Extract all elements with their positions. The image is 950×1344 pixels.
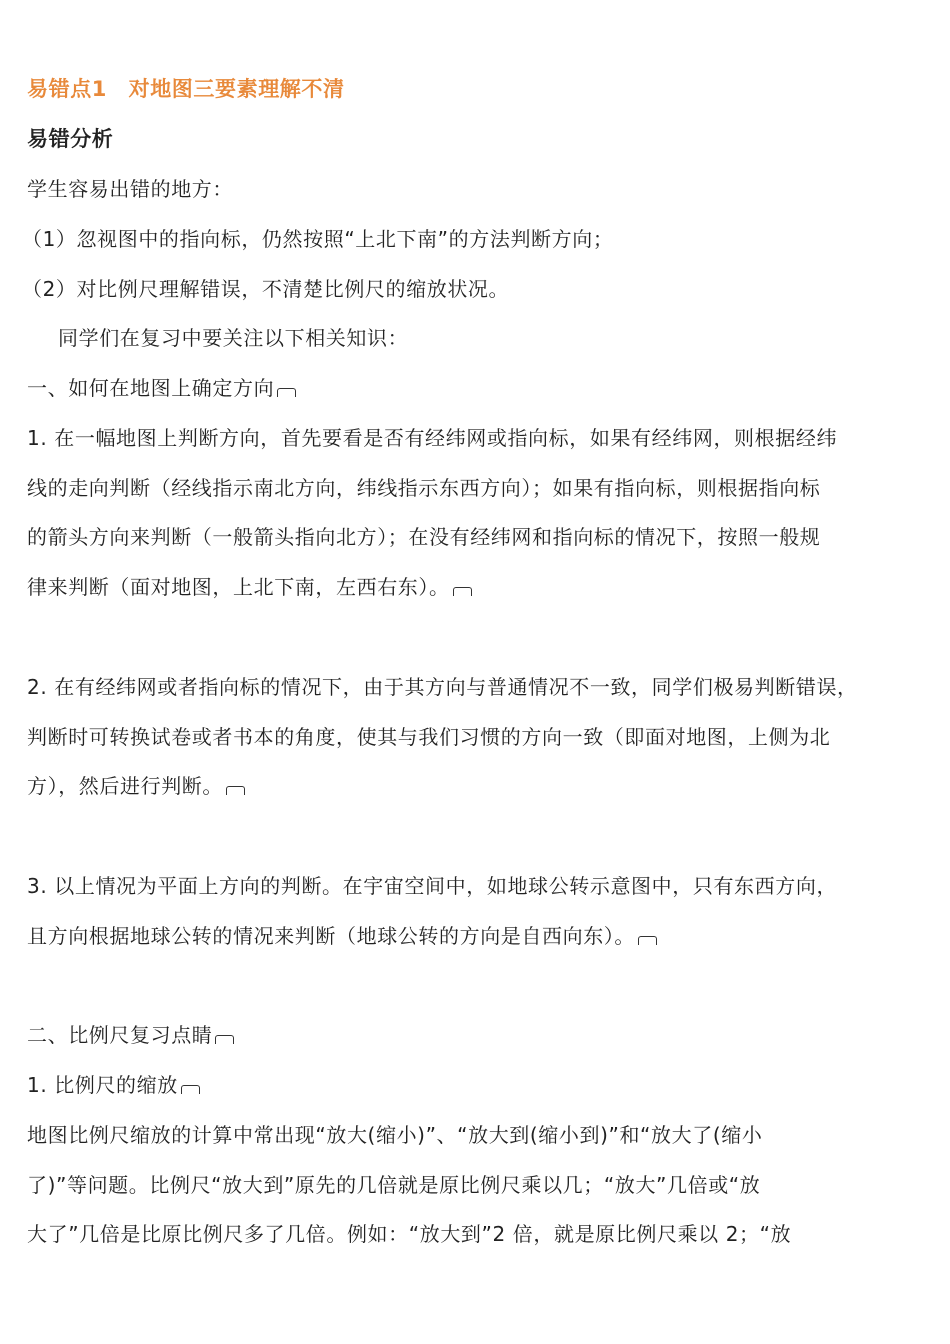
paragraph-line: 3. 以上情况为平面上方向的判断。在宇宙空间中，如地球公转示意图中，只有东西方向， — [27, 874, 838, 898]
mistake-item: （2）对比例尺理解错误，不清楚比例尺的缩放状况。 — [22, 277, 510, 301]
section2-heading: 二、比例尺复习点睛 — [27, 1020, 936, 1050]
focus-note: 同学们在复习中要关注以下相关知识： — [58, 326, 409, 350]
paragraph-line: 了)”等问题。比例尺“放大到”原先的几倍就是原比例尺乘以几；“放大”几倍或“放 — [27, 1173, 761, 1197]
paragraph-line: 线的走向判断（经线指示南北方向，纬线指示东西方向）；如果有指向标，则根据指向标 — [27, 476, 821, 500]
intro-text: 学生容易出错的地方： — [27, 177, 233, 201]
paragraph-line: 律来判断（面对地图，上北下南，左西右东）。 — [27, 572, 936, 602]
paragraph-line: 的箭头方向来判断（一般箭头指向北方）；在没有经纬网和指向标的情况下，按照一般规 — [27, 525, 821, 549]
paragraph-line: 判断时可转换试卷或者书本的角度，使其与我们习惯的方向一致（即面对地图，上侧为北 — [27, 725, 831, 749]
subheading: 1. 比例尺的缩放 — [27, 1070, 936, 1100]
paragraph-line: 且方向根据地球公转的情况来判断（地球公转的方向是自西向东）。 — [27, 921, 936, 951]
analysis-heading: 易错分析 — [27, 127, 114, 151]
paragraph-mark-icon — [638, 936, 657, 945]
paragraph-mark-icon — [453, 587, 472, 596]
section-title: 易错点1 对地图三要素理解不清 — [27, 77, 345, 101]
section1-heading: 一、如何在地图上确定方向 — [27, 373, 936, 403]
paragraph-line: 大了”几倍是比原比例尺多了几倍。例如：“放大到”2 倍，就是原比例尺乘以 2；“放 — [27, 1222, 792, 1246]
paragraph-mark-icon — [226, 786, 245, 795]
paragraph-mark-icon — [215, 1035, 234, 1044]
paragraph-line: 2. 在有经纬网或者指向标的情况下，由于其方向与普通情况不一致，同学们极易判断错误， — [27, 675, 858, 699]
paragraph-line: 方），然后进行判断。 — [27, 771, 936, 801]
paragraph-line: 地图比例尺缩放的计算中常出现“放大(缩小)”、“放大到(缩小到)”和“放大了(缩小 — [27, 1123, 763, 1147]
paragraph-line: 1. 在一幅地图上判断方向，首先要看是否有经纬网或指向标，如果有经纬网，则根据经纬 — [27, 426, 838, 450]
mistake-item: （1）忽视图中的指向标，仍然按照“上北下南”的方法判断方向； — [22, 227, 614, 251]
paragraph-mark-icon — [277, 388, 296, 397]
paragraph-mark-icon — [181, 1085, 200, 1094]
